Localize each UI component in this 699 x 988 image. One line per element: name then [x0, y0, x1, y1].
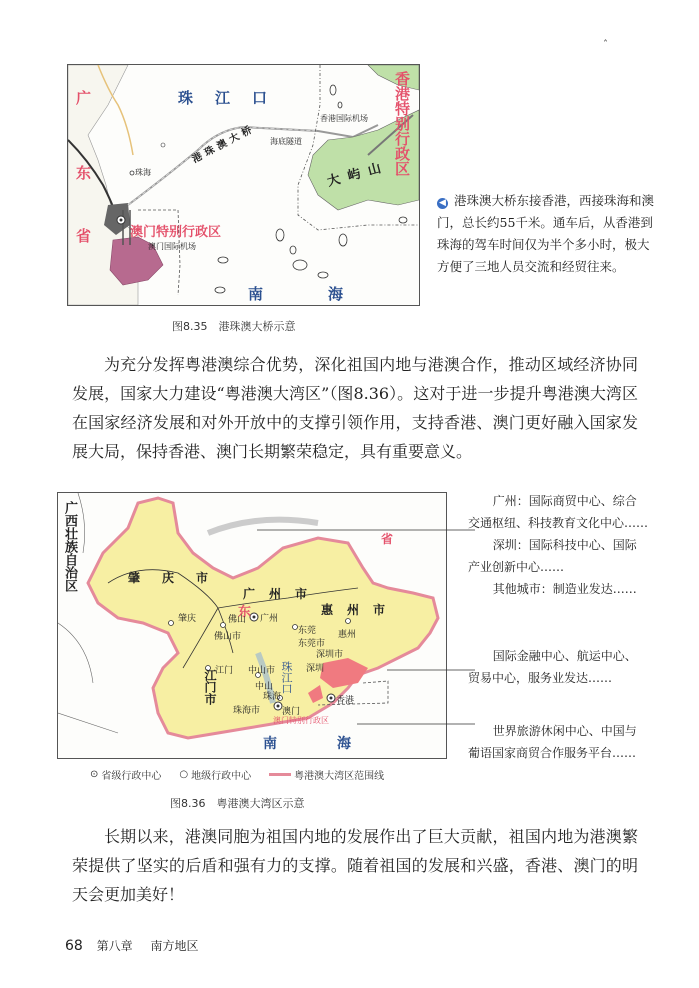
callout-hongkong: [468, 645, 676, 689]
label-south-sea: 南海: [263, 736, 411, 752]
label-pearl-estuary: 珠江口: [178, 89, 290, 107]
label-macau-sar: 澳门特别行政区: [273, 716, 329, 725]
page-footer: [65, 937, 199, 954]
hzm-bridge-map: [67, 64, 420, 306]
label-zhongshan-city: 中山市: [248, 666, 276, 676]
label-zhuhai: 珠海: [135, 168, 151, 177]
label-hk-sar: 香港特别行政区: [393, 71, 411, 176]
hzm-bridge-side-note: [437, 190, 657, 278]
callout-guangzhou-line1: 广州：国际商贸中心、综合: [492, 494, 637, 508]
callout-hk-line2: 贸易中心，服务业发达……: [468, 671, 613, 685]
callout-macau-line1: 世界旅游休闲中心、中国与: [492, 724, 637, 738]
label-hk-airport: 香港国际机场: [320, 114, 368, 123]
label-macau: 澳门: [282, 707, 301, 717]
label-foshan-city: 佛山市: [214, 632, 242, 642]
label-jiangmen: 江门: [215, 666, 234, 676]
figure-836-caption: 图8.36 粤港澳大湾区示意: [170, 797, 305, 810]
label-dong-guangdong: 东: [238, 605, 252, 620]
label-zhuhai-city: 珠海市: [233, 706, 261, 716]
label-shenzhen-city: 深圳市: [316, 650, 344, 660]
label-jiangmen-city: 江门市: [203, 669, 217, 705]
label-sheng: 省: [76, 227, 92, 245]
paragraph-2: 长期以来，港澳同胞为祖国内地的发展作出了巨大贡献，祖国内地为港澳繁荣提供了坚实的后盾和强有力的支撑。随着祖国的发展和兴盛，香港、澳门的明天会更加美好！: [72, 827, 638, 904]
callout-macau: [468, 720, 676, 764]
label-tunnel: 海底隧道: [270, 137, 302, 146]
label-zhuhai: 珠海: [263, 692, 282, 702]
page-number: 68: [65, 938, 83, 954]
callout-other-cities: 其他城市：制造业发达……: [492, 582, 637, 596]
boundary-line-icon: [269, 773, 291, 776]
label-zhaoqing-city: 肇庆市: [128, 571, 231, 585]
callout-guangzhou-shenzhen: [468, 490, 676, 600]
callout-hk-line1: 国际金融中心、航运中心、: [492, 649, 637, 663]
callout-leader-lines: [257, 528, 477, 728]
note-arrow-icon: ◀: [437, 198, 448, 209]
label-huizhou-city: 惠州市: [321, 603, 400, 617]
label-dongguan: 东莞: [298, 626, 317, 636]
callout-guangzhou-line2: 交通枢纽、科技教育文化中心……: [468, 516, 649, 530]
prefecture-center-icon: ○: [179, 769, 189, 780]
figure-835-caption: 图8.35 港珠澳大桥示意: [172, 320, 296, 333]
label-hzm-bridge: 港珠澳大桥: [190, 122, 258, 166]
label-zhaoqing: 肇庆: [178, 614, 197, 624]
chapter-label: 第八章: [96, 939, 133, 953]
label-macau-sar: 澳门特别行政区: [130, 225, 222, 240]
callout-shenzhen-line2: 产业创新中心……: [468, 560, 565, 574]
label-shenzhen: 深圳: [306, 664, 325, 674]
paragraph-1: 为充分发挥粤港澳综合优势，深化祖国内地与港澳合作，推动区域经济协同发展，国家大力建设“粤港澳大湾区”（图8.36）。这对于进一步提升粤港澳大湾区在国家经济发展和对外开放中的支撑引领作用，支持香港、澳门更好融入国家发展大局，保持香港、澳门长期繁荣稳定，具有重要意义。: [72, 355, 638, 461]
label-foshan: 佛山: [228, 615, 247, 625]
section-label: 南方地区: [150, 939, 199, 953]
gba-map-legend: [90, 767, 384, 782]
label-dong: 东: [76, 164, 92, 182]
label-guangzhou-city: 广州市: [243, 587, 322, 601]
label-lantau: 大屿山: [325, 159, 391, 190]
label-guang: 广: [76, 89, 92, 107]
callout-macau-line2: 葡语国家商贸合作服务平台……: [468, 746, 637, 760]
provincial-capital-icon: ⊙: [90, 769, 99, 780]
legend-gba-boundary: 粤港澳大湾区范围线: [269, 767, 384, 782]
legend-provincial-capital: ⊙ 省级行政中心: [90, 769, 162, 782]
side-note-text: 港珠澳大桥东接香港，西接珠海和澳门，总长约55千米。通车后，从香港到珠海的驾车时间仅为半个多小时，极大方便了三地人员交流和经贸往来。: [437, 193, 655, 274]
label-guangxi: 广西壮族自治区: [62, 501, 77, 592]
page-corner-mark: ˆ: [603, 40, 608, 51]
label-dongguan-city: 东莞市: [298, 639, 326, 649]
label-pearl-estuary: 珠江口: [280, 661, 293, 694]
label-sheng-guangdong: 省: [381, 532, 394, 546]
label-zhongshan: 中山: [255, 682, 274, 692]
label-macau-airport: 澳门国际机场: [148, 242, 196, 251]
label-south-sea: 南海: [248, 285, 409, 303]
legend-prefecture-center: ○ 地级行政中心: [179, 769, 252, 782]
label-huizhou: 惠州: [338, 630, 357, 640]
callout-shenzhen-line1: 深圳：国际科技中心、国际: [492, 538, 637, 552]
label-guangzhou: 广州: [260, 614, 279, 624]
label-hongkong: 香港: [336, 696, 355, 706]
